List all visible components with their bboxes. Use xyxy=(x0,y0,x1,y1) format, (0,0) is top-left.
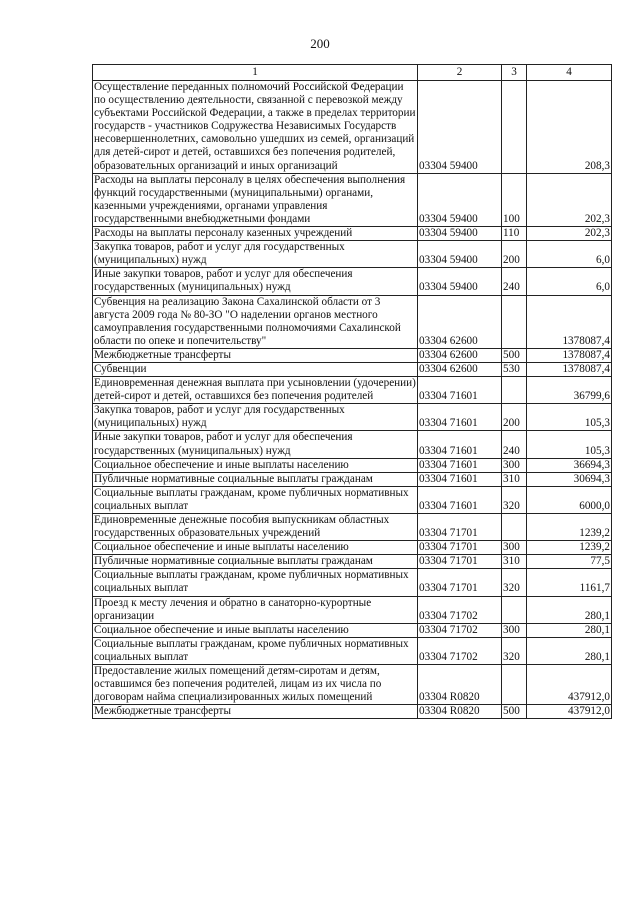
header-cell: 1 xyxy=(93,65,418,81)
row-amount: 1378087,4 xyxy=(527,362,612,376)
table-header-row xyxy=(93,65,612,81)
row-code: 03304 59400 xyxy=(418,81,502,174)
table-row xyxy=(93,227,612,241)
row-description: Осуществление переданных полномочий Российской Федерации по осуществлению деятельности, связанной с перевозкой между субъектами Российской Федерации, а также в пределах территории государств - участников Содружества Независимых Государств несовершеннолетних, самовольно ушедших из семей, организаций для детей-сирот и детей, оставшихся без попечения родителей, образовательных организаций и иных организаций xyxy=(93,81,418,174)
row-code: 03304 62600 xyxy=(418,295,502,348)
row-description: Межбюджетные трансферты xyxy=(93,348,418,362)
table-row xyxy=(93,431,612,458)
row-description: Иные закупки товаров, работ и услуг для обеспечения государственных (муниципальных) нужд xyxy=(93,431,418,458)
row-amount: 36799,6 xyxy=(527,377,612,404)
row-amount: 6000,0 xyxy=(527,486,612,513)
table-row xyxy=(93,377,612,404)
row-description: Социальные выплаты гражданам, кроме публичных нормативных социальных выплат xyxy=(93,637,418,664)
row-code: 03304 71601 xyxy=(418,486,502,513)
row-description: Социальные выплаты гражданам, кроме публичных нормативных социальных выплат xyxy=(93,569,418,596)
row-amount: 208,3 xyxy=(527,81,612,174)
row-expense-type: 500 xyxy=(502,705,527,719)
row-description: Закупка товаров, работ и услуг для государственных (муниципальных) нужд xyxy=(93,241,418,268)
row-expense-type: 200 xyxy=(502,241,527,268)
table-row xyxy=(93,268,612,295)
table-row xyxy=(93,665,612,705)
row-code: 03304 R0820 xyxy=(418,705,502,719)
row-description: Иные закупки товаров, работ и услуг для обеспечения государственных (муниципальных) нужд xyxy=(93,268,418,295)
row-amount: 1161,7 xyxy=(527,569,612,596)
row-code: 03304 71601 xyxy=(418,458,502,472)
row-expense-type: 310 xyxy=(502,472,527,486)
row-amount: 77,5 xyxy=(527,555,612,569)
row-amount: 437912,0 xyxy=(527,665,612,705)
table-row xyxy=(93,623,612,637)
row-description: Социальное обеспечение и иные выплаты населению xyxy=(93,458,418,472)
row-description: Социальные выплаты гражданам, кроме публичных нормативных социальных выплат xyxy=(93,486,418,513)
table-row xyxy=(93,241,612,268)
header-cell: 4 xyxy=(527,65,612,81)
header-cell: 3 xyxy=(502,65,527,81)
row-amount: 6,0 xyxy=(527,241,612,268)
table-row xyxy=(93,472,612,486)
row-expense-type: 500 xyxy=(502,348,527,362)
table-row xyxy=(93,486,612,513)
table-row xyxy=(93,569,612,596)
header-cell: 2 xyxy=(418,65,502,81)
row-description: Социальное обеспечение и иные выплаты населению xyxy=(93,541,418,555)
row-expense-type: 530 xyxy=(502,362,527,376)
row-expense-type: 300 xyxy=(502,541,527,555)
row-code: 03304 71702 xyxy=(418,623,502,637)
row-amount: 280,1 xyxy=(527,637,612,664)
table-row xyxy=(93,295,612,348)
budget-table xyxy=(92,64,612,719)
table-row xyxy=(93,404,612,431)
row-expense-type: 320 xyxy=(502,569,527,596)
row-description: Закупка товаров, работ и услуг для государственных (муниципальных) нужд xyxy=(93,404,418,431)
row-code: 03304 62600 xyxy=(418,348,502,362)
row-code: 03304 59400 xyxy=(418,227,502,241)
row-expense-type: 100 xyxy=(502,173,527,226)
row-expense-type xyxy=(502,665,527,705)
row-description: Субвенции xyxy=(93,362,418,376)
row-amount: 437912,0 xyxy=(527,705,612,719)
row-code: 03304 59400 xyxy=(418,241,502,268)
row-amount: 202,3 xyxy=(527,173,612,226)
table-row xyxy=(93,81,612,174)
row-description: Единовременная денежная выплата при усыновлении (удочерении) детей-сирот и детей, оставшихся без попечения родителей xyxy=(94,377,416,403)
row-amount: 1239,2 xyxy=(527,514,612,541)
row-code: 03304 71601 xyxy=(418,377,502,404)
row-expense-type xyxy=(502,514,527,541)
row-description: Публичные нормативные социальные выплаты гражданам xyxy=(93,555,418,569)
row-amount: 202,3 xyxy=(527,227,612,241)
row-expense-type xyxy=(502,295,527,348)
row-description: Проезд к месту лечения и обратно в санаторно-курортные организации xyxy=(93,596,418,623)
row-code: 03304 62600 xyxy=(418,362,502,376)
row-amount: 1378087,4 xyxy=(527,295,612,348)
row-code: 03304 71701 xyxy=(418,541,502,555)
row-amount: 6,0 xyxy=(527,268,612,295)
row-code: 03304 71702 xyxy=(418,596,502,623)
row-amount: 105,3 xyxy=(527,404,612,431)
row-description: Расходы на выплаты персоналу в целях обеспечения выполнения функций государственными (муниципальными) органами, казенными учреждениями, органами управления государственными внебюджетными фондами xyxy=(93,173,418,226)
row-code: 03304 71701 xyxy=(418,555,502,569)
row-code: 03304 59400 xyxy=(418,173,502,226)
table-row xyxy=(93,348,612,362)
row-expense-type xyxy=(502,81,527,174)
table-row xyxy=(93,362,612,376)
table-row xyxy=(93,514,612,541)
row-expense-type: 240 xyxy=(502,268,527,295)
row-description: Предоставление жилых помещений детям-сиротам и детям, оставшимся без попечения родителей, лицам из их числа по договорам найма специализированных жилых помещений xyxy=(93,665,418,705)
row-description: Социальное обеспечение и иные выплаты населению xyxy=(93,623,418,637)
row-description: Публичные нормативные социальные выплаты гражданам xyxy=(93,472,418,486)
row-description: Субвенция на реализацию Закона Сахалинской области от 3 августа 2009 года № 80-ЗО "О наделении органов местного самоуправления государственными полномочиями Сахалинской области по опеке и попечительству" xyxy=(93,295,418,348)
row-amount: 30694,3 xyxy=(527,472,612,486)
row-amount: 36694,3 xyxy=(527,458,612,472)
row-expense-type: 300 xyxy=(502,623,527,637)
table-row xyxy=(93,637,612,664)
row-code: 03304 71701 xyxy=(418,569,502,596)
row-amount: 1239,2 xyxy=(527,541,612,555)
table-row xyxy=(93,173,612,226)
row-amount: 1378087,4 xyxy=(527,348,612,362)
table-row xyxy=(93,596,612,623)
row-expense-type xyxy=(502,377,527,404)
row-description: Единовременные денежные пособия выпускникам областных государственных образовательных учреждений xyxy=(93,514,418,541)
row-code: 03304 71601 xyxy=(418,472,502,486)
row-expense-type: 320 xyxy=(502,486,527,513)
row-expense-type: 200 xyxy=(502,404,527,431)
row-amount: 280,1 xyxy=(527,596,612,623)
page-number: 200 xyxy=(310,36,330,51)
row-amount: 280,1 xyxy=(527,623,612,637)
row-expense-type xyxy=(502,596,527,623)
row-expense-type: 310 xyxy=(502,555,527,569)
row-expense-type: 110 xyxy=(502,227,527,241)
row-description: Расходы на выплаты персоналу казенных учреждений xyxy=(93,227,418,241)
row-amount: 105,3 xyxy=(527,431,612,458)
table-row xyxy=(93,705,612,719)
row-code: 03304 71601 xyxy=(418,431,502,458)
row-expense-type: 240 xyxy=(502,431,527,458)
row-code: 03304 59400 xyxy=(418,268,502,295)
table-row xyxy=(93,458,612,472)
row-code: 03304 71701 xyxy=(418,514,502,541)
row-code: 03304 R0820 xyxy=(418,665,502,705)
row-code: 03304 71601 xyxy=(418,404,502,431)
row-expense-type: 320 xyxy=(502,637,527,664)
table-row xyxy=(93,555,612,569)
row-description: Межбюджетные трансферты xyxy=(93,705,418,719)
table-row xyxy=(93,541,612,555)
row-expense-type: 300 xyxy=(502,458,527,472)
row-code: 03304 71702 xyxy=(418,637,502,664)
